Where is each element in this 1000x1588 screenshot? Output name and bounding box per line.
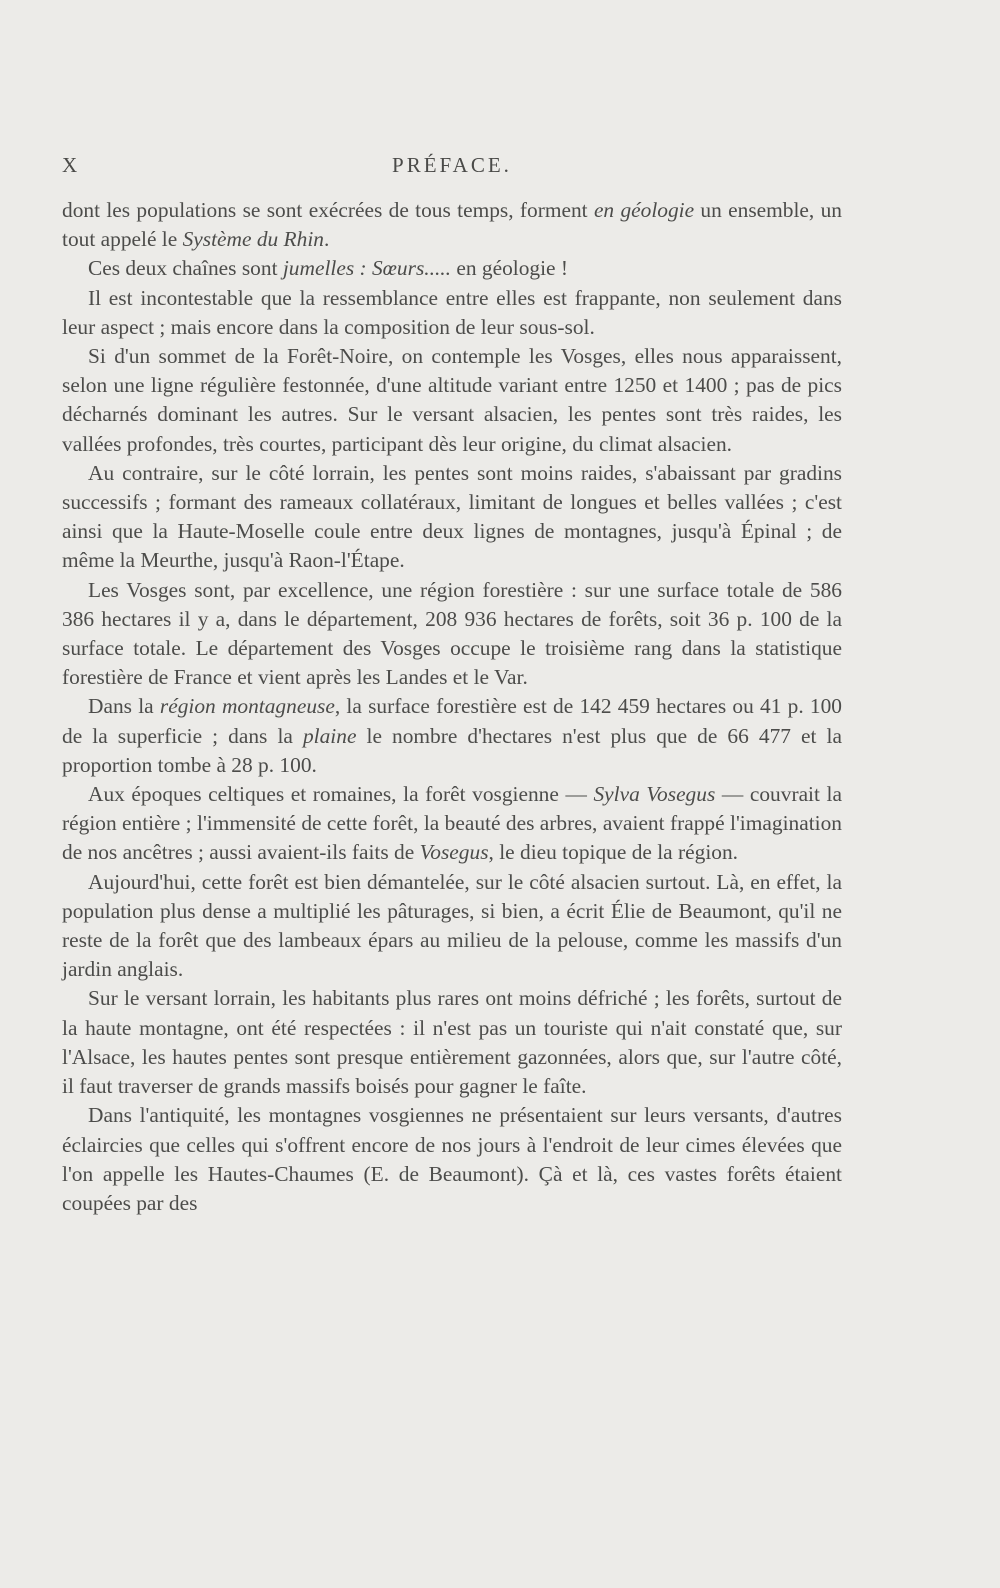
paragraph-text: Ces deux chaînes sont xyxy=(88,256,283,281)
paragraph-text: — couvrait la région entière ; l'immensité de cette forêt, la beauté des arbres, avaient frappé l'imagination de nos ancêtres ; aussi avaient-ils faits de xyxy=(62,782,842,865)
italic-text: plaine xyxy=(302,723,357,748)
paragraph xyxy=(62,868,842,985)
paragraph-text: un ensemble, un tout appelé le xyxy=(62,198,842,252)
paragraph xyxy=(62,1101,842,1218)
paragraph-text: dont les populations se sont exécrées de tous temps, forment xyxy=(62,198,594,222)
paragraph xyxy=(62,196,842,254)
paragraph xyxy=(62,254,842,283)
paragraph-text: Sur le versant lorrain, les habitants plus rares ont moins défriché ; les forêts, surtout de la haute montagne, ont été respectées : il n'est pas un touriste qui n'ait constaté que, sur l'Alsace, les hautes pentes sont presque entièrement gazonnées, alors que, sur l'autre côté, il faut traverser de grands massifs boisés pour gagner le faîte. xyxy=(62,986,842,1099)
paragraph-text: Aux époques celtiques et romaines, la forêt vosgienne — xyxy=(88,782,594,807)
paragraph xyxy=(62,284,842,342)
paragraph-text: Les Vosges sont, par excellence, une région forestière : sur une surface totale de 586 386 hectares il y a, dans le département, 208 936 hectares de forêts, soit 36 p. 100 de la surface totale. Le département des Vosges occupe le troisième rang dans la statistique forestière de France et vient après les Landes et le Var. xyxy=(62,577,842,690)
italic-text: Vosegus xyxy=(419,840,489,865)
paragraph-text: . xyxy=(323,227,330,252)
paragraph xyxy=(62,984,842,1101)
paragraph xyxy=(62,692,842,780)
paragraph xyxy=(62,780,842,868)
paragraph-text: Dans la xyxy=(88,694,160,719)
paragraph xyxy=(62,342,842,459)
italic-text: Sylva Vosegus xyxy=(593,782,716,807)
paragraph-text: , le dieu topique de la région. xyxy=(488,840,739,865)
italic-text: en géologie xyxy=(593,198,695,222)
paragraph-text: Si d'un sommet de la Forêt-Noire, on contemple les Vosges, elles nous apparaissent, selon une ligne régulière festonnée, d'une altitude variant entre 1250 et 1400 ; pas de pics décharnés dominant les autres. Sur le versant alsacien, les pentes sont très raides, les vallées profondes, très courtes, participant dès leur origine, du climat alsacien. xyxy=(62,344,842,456)
body-text xyxy=(62,196,842,1218)
italic-text: région montagneuse xyxy=(159,694,335,719)
page-number: X xyxy=(62,153,79,177)
paragraph-text: le nombre d'hectares n'est plus que de 66 477 et la proportion tombe à 28 p. 100. xyxy=(62,723,842,777)
paragraph-text: Aujourd'hui, cette forêt est bien démantelée, sur le côté alsacien surtout. Là, en effet, la population plus dense a multiplié les pâturages, si bien, a écrit Élie de Beaumont, qu'il ne reste de la forêt que des lambeaux épars au milieu de la pelouse, comme les massifs d'un jardin anglais. xyxy=(62,869,842,982)
running-head: PRÉFACE. xyxy=(392,153,512,177)
paragraph-text: en géologie ! xyxy=(451,256,569,281)
paragraph-text: Au contraire, sur le côté lorrain, les pentes sont moins raides, s'abaissant par gradins successifs ; formant des rameaux collatéraux, limitant de longues et belles vallées ; c'est ainsi que la Haute-Moselle coule entre deux lignes de montagnes, jusqu'à Épinal ; de même la Meurthe, jusqu'à Raon-l'Étape. xyxy=(62,460,842,573)
italic-text: Système du Rhin xyxy=(182,227,324,252)
paragraph-text: Il est incontestable que la ressemblance entre elles est frappante, non seulement dans leur aspect ; mais encore dans la composition de leur sous-sol. xyxy=(62,285,842,339)
paragraph xyxy=(62,576,842,693)
paragraph-text: Dans l'antiquité, les montagnes vosgiennes ne présentaient sur leurs versants, d'autres éclaircies que celles qui s'offrent encore de nos jours à l'endroit de leur cimes élevées que l'on appelle les Hautes-Chaumes (E. de Beaumont). Çà et là, ces vastes forêts étaient coupées par des xyxy=(62,1103,842,1215)
paragraph-text: , la surface forestière est de 142 459 hectares ou 41 p. 100 de la superficie ; dans la xyxy=(62,694,843,748)
page-header xyxy=(62,153,842,181)
paragraph xyxy=(62,459,842,576)
italic-text: jumelles : Sœurs..... xyxy=(282,256,452,281)
